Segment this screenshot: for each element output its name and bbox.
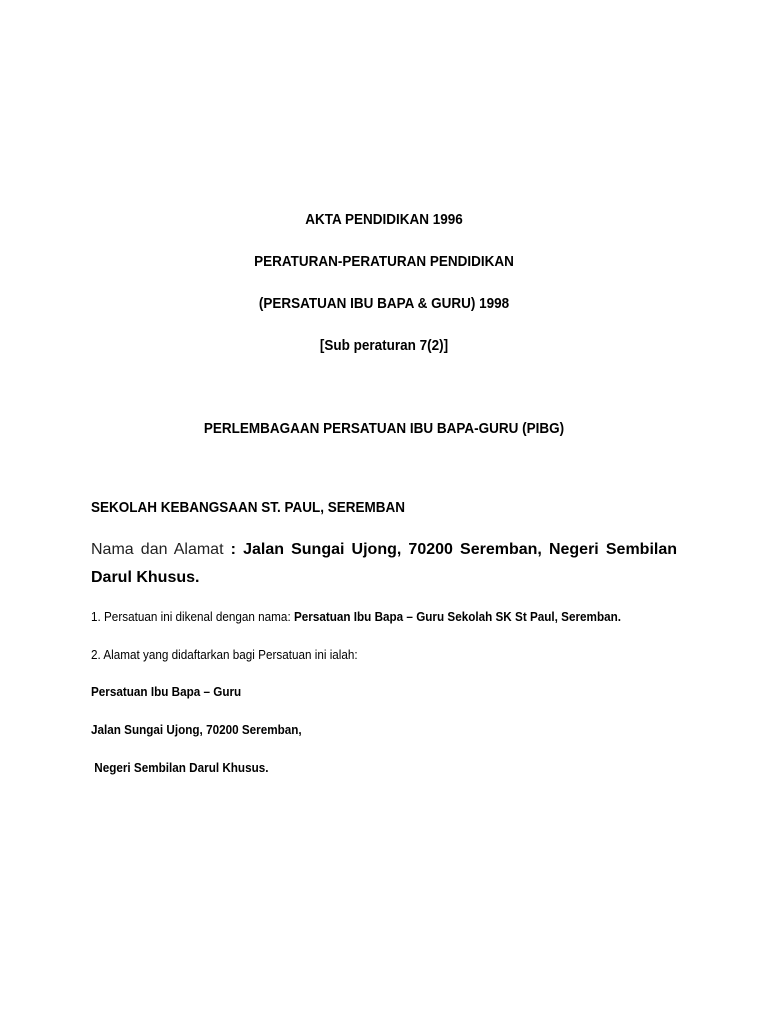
registered-address-line-3	[91, 759, 677, 777]
title-act: AKTA PENDIDIKAN 1996	[305, 211, 463, 228]
school-heading: SEKOLAH KEBANGSAAN ST. PAUL, SEREMBAN	[91, 499, 406, 516]
school-address: Jalan Sungai Ujong, 70200 Seremban, Negeri Sembilan Darul Khusus.	[91, 541, 678, 586]
name-address-separator: :	[223, 541, 244, 558]
address-line-2-text: Jalan Sungai Ujong, 70200 Seremban,	[91, 722, 302, 737]
clause-1	[91, 608, 677, 626]
clause-2	[91, 646, 677, 664]
title-sub-regulation: [Sub peraturan 7(2)]	[319, 337, 449, 354]
clause-1-text: 1. Persatuan ini dikenal dengan nama:	[91, 609, 294, 624]
registered-address-line-1	[91, 683, 677, 701]
title-association-year: (PERSATUAN IBU BAPA & GURU) 1998	[258, 295, 510, 312]
registered-address-line-2	[91, 721, 677, 739]
name-address-label: Nama dan Alamat	[91, 541, 224, 558]
clause-1-association-name: Persatuan Ibu Bapa – Guru Sekolah SK St Paul, Seremban.	[293, 609, 622, 624]
address-line-1-text: Persatuan Ibu Bapa – Guru	[91, 684, 242, 699]
address-line-3-text: Negeri Sembilan Darul Khusus.	[91, 760, 269, 775]
title-constitution: PERLEMBAGAAN PERSATUAN IBU BAPA-GURU (PIBG)	[203, 420, 565, 437]
name-address-paragraph	[91, 536, 677, 592]
clause-2-text: 2. Alamat yang didaftarkan bagi Persatuan ini ialah:	[91, 647, 358, 662]
school-heading-block	[91, 498, 677, 518]
title-regulations: PERATURAN-PERATURAN PENDIDIKAN	[254, 253, 514, 270]
